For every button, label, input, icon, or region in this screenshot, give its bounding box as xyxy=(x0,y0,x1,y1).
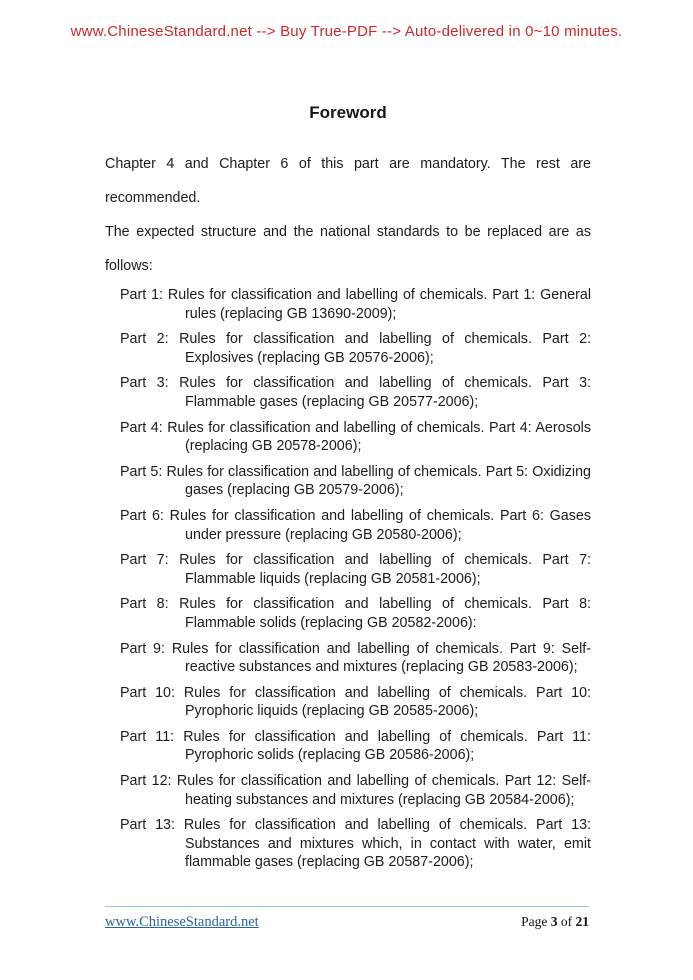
part-item: Part 10: Rules for classification and labelling of chemicals. Part 10: Pyrophoric liquids (replacing GB 20585-2006); xyxy=(120,684,591,720)
part-item: Part 4: Rules for classification and labelling of chemicals. Part 4: Aerosols (replacing GB 20578-2006); xyxy=(120,419,591,455)
footer-link[interactable]: www.ChineseStandard.net xyxy=(105,914,259,930)
part-item: Part 3: Rules for classification and labelling of chemicals. Part 3: Flammable gases (replacing GB 20577-2006); xyxy=(120,375,591,410)
part-item: Part 12: Rules for classification and labelling of chemicals. Part 12: Self-heating substances and mixtures (replacing GB 20584-2006); xyxy=(120,773,591,808)
part-item: Part 5: Rules for classification and labelling of chemicals. Part 5: Oxidizing gases (replacing GB 20579-2006); xyxy=(120,463,591,499)
footer-row xyxy=(105,914,589,931)
part-item: Part 9: Rules for classification and labelling of chemicals. Part 9: Self-reactive substances and mixtures (replacing GB 20583-2006); xyxy=(120,640,591,676)
document-content xyxy=(105,103,591,879)
page-number-total: 21 xyxy=(575,914,589,929)
part-item: Part 7: Rules for classification and labelling of chemicals. Part 7: Flammable liquids (replacing GB 20581-2006); xyxy=(120,552,591,587)
part-item: Part 1: Rules for classification and labelling of chemicals. Part 1: General rules (replacing GB 13690-2009); xyxy=(120,287,591,322)
promo-banner: www.ChineseStandard.net --> Buy True-PDF --> Auto-delivered in 0~10 minutes. xyxy=(70,23,623,40)
paragraph-structure: The expected structure and the national standards to be replaced are as follows: xyxy=(105,224,591,274)
part-item: Part 6: Rules for classification and labelling of chemicals. Part 6: Gases under pressure (replacing GB 20580-2006); xyxy=(120,507,591,543)
page-title: Foreword xyxy=(309,103,387,122)
part-item: Part 2: Rules for classification and labelling of chemicals. Part 2: Explosives (replacing GB 20576-2006); xyxy=(120,331,591,366)
footer-divider xyxy=(105,906,589,907)
part-item: Part 8: Rules for classification and labelling of chemicals. Part 8: Flammable solids (replacing GB 20582-2006): xyxy=(120,596,591,631)
page-number-label: Page xyxy=(521,914,548,929)
page-number-of: of xyxy=(560,914,573,929)
paragraph-mandatory: Chapter 4 and Chapter 6 of this part are mandatory. The rest are recommended. xyxy=(105,156,591,206)
page-number xyxy=(521,914,589,930)
page-number-current: 3 xyxy=(550,914,558,929)
part-item: Part 13: Rules for classification and labelling of chemicals. Part 13: Substances and mixtures which, in contact with water, emit flammable gases (replacing GB 20587-2006); xyxy=(120,817,591,871)
page-footer xyxy=(105,906,589,931)
part-item: Part 11: Rules for classification and labelling of chemicals. Part 11: Pyrophoric solids (replacing GB 20586-2006); xyxy=(120,728,591,764)
parts-list xyxy=(105,286,591,872)
